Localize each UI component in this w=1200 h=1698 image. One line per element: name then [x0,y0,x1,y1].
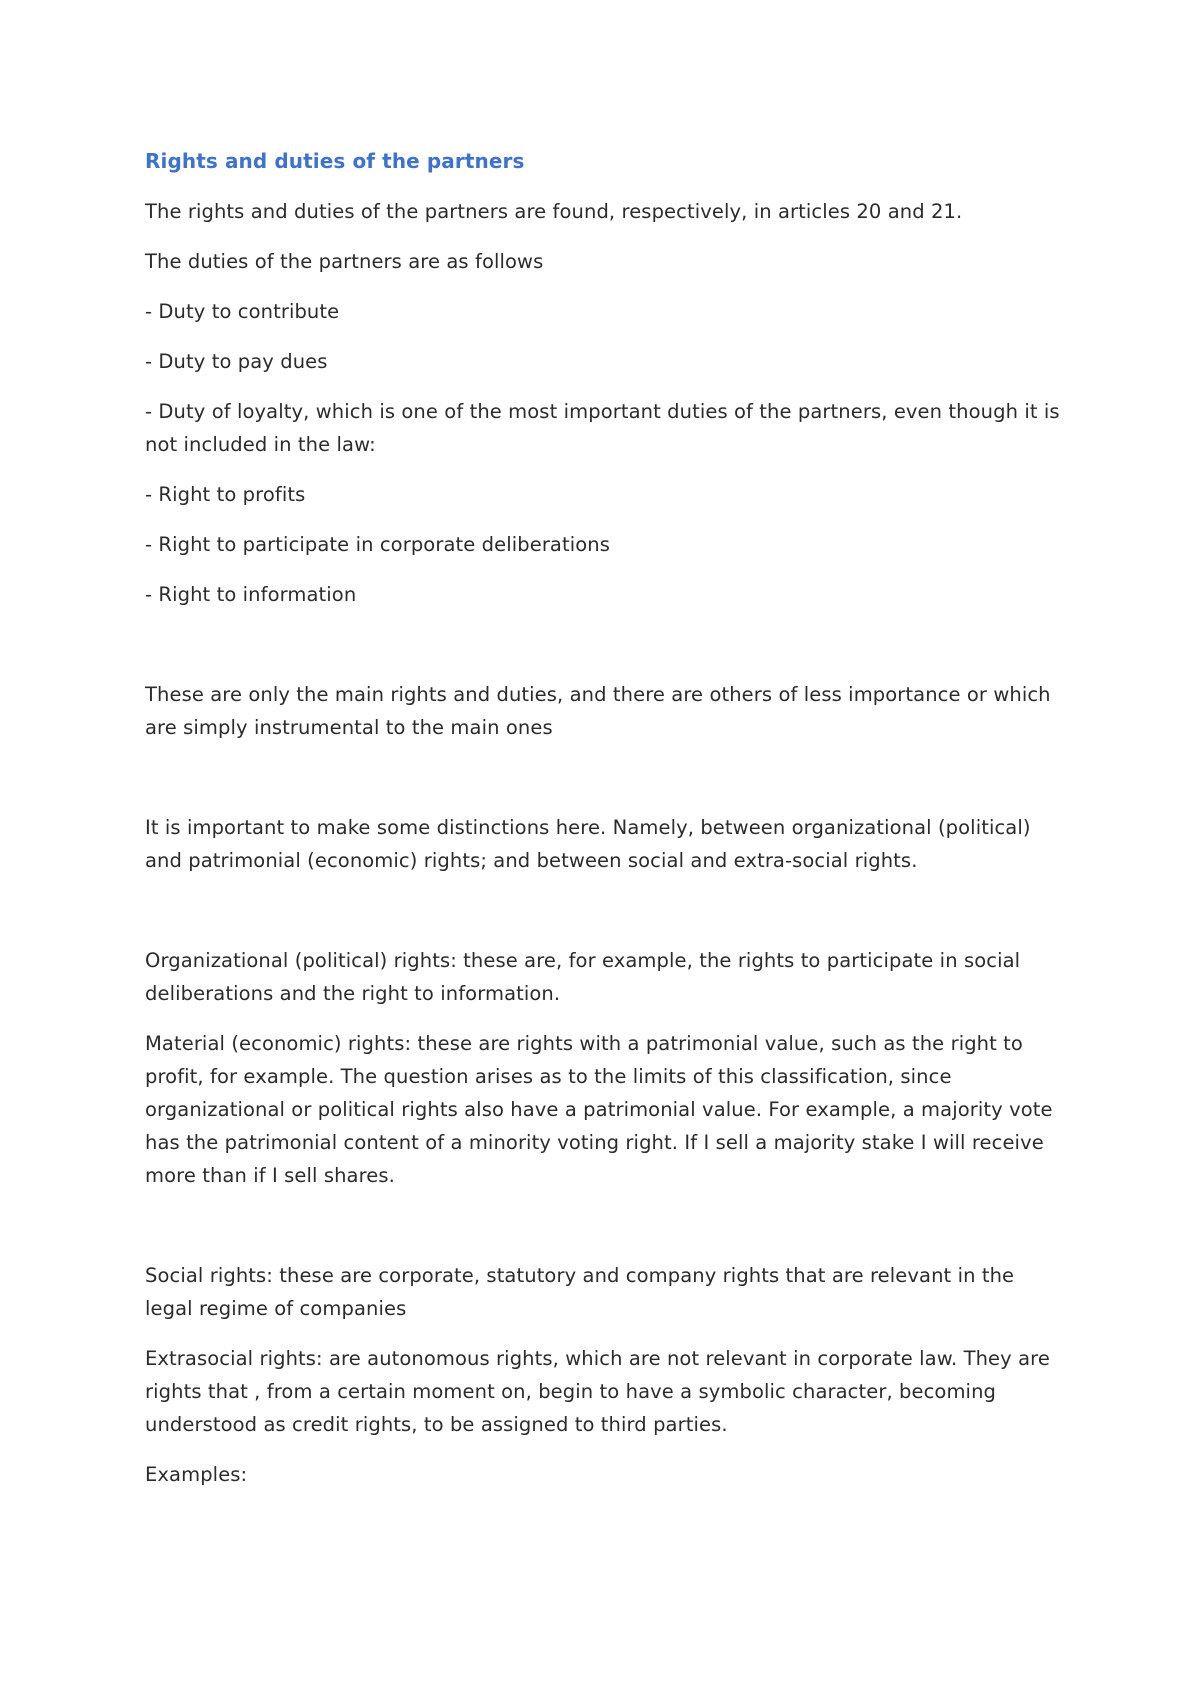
main-rights-note: These are only the main rights and duties, and there are others of less importance or which are simply instrumental to the main ones [145,683,1051,739]
duty-item-pay-dues: - Duty to pay dues [145,350,328,373]
blank-line [145,628,1065,678]
blank-line [145,1209,1065,1259]
duty-item-contribute: - Duty to contribute [145,300,340,323]
duties-intro: The duties of the partners are as follows [145,250,544,273]
social-rights-paragraph: Social rights: these are corporate, statutory and company rights that are relevant in the legal regime of companies [145,1264,1015,1320]
extrasocial-rights-paragraph: Extrasocial rights: are autonomous rights, which are not relevant in corporate law. They are rights that , from a certain moment on, begin to have a symbolic character, becoming understood as credit rights, to be assigned to third parties. [145,1347,1050,1436]
duty-item-loyalty: - Duty of loyalty, which is one of the most important duties of the partners, even though it is not included in the law: [145,400,1060,456]
document-body [145,145,1065,1508]
right-item-profits: - Right to profits [145,483,306,506]
blank-line [145,894,1065,944]
section-heading: Rights and duties of the partners [145,149,525,173]
blank-line [145,761,1065,811]
right-item-information: - Right to information [145,583,357,606]
examples-label: Examples: [145,1463,248,1486]
organizational-rights-paragraph: Organizational (political) rights: these are, for example, the rights to participate in social deliberations and the right to information. [145,949,1021,1005]
intro-paragraph: The rights and duties of the partners are found, respectively, in articles 20 and 21. [145,200,963,223]
distinctions-paragraph: It is important to make some distinctions here. Namely, between organizational (political) and patrimonial (economic) rights; and between social and extra-social rights. [145,816,1031,872]
material-rights-paragraph: Material (economic) rights: these are rights with a patrimonial value, such as the right to profit, for example. The question arises as to the limits of this classification, since organizational or political rights also have a patrimonial value. For example, a majority vote has the patrimonial content of a minority voting right. If I sell a majority stake I will receive more than if I sell shares. [145,1032,1053,1187]
right-item-participate: - Right to participate in corporate deliberations [145,533,610,556]
